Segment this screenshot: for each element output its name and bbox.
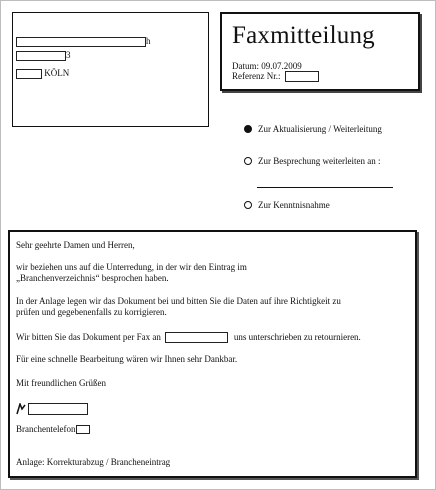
radio-selected-icon[interactable] — [244, 125, 252, 133]
signature-scribble-icon — [16, 403, 26, 415]
paragraph-4: Für eine schnelle Bearbeitung wären wir Ihnen sehr Dankbar. — [16, 354, 238, 364]
attachment-note: Anlage: Korrekturabzug / Brancheneintrag — [16, 457, 171, 467]
address-line-3 — [16, 68, 69, 79]
address-line-1: h — [16, 36, 151, 47]
option-update-forward[interactable]: Zur Aktualisierung / Weiterleitung — [244, 124, 382, 134]
redacted-fax-number — [165, 332, 228, 343]
radio-empty-icon[interactable] — [244, 201, 252, 209]
forward-to-line — [257, 187, 393, 188]
address-city: KÖLN — [44, 68, 70, 78]
address-line-2: 3 — [16, 50, 71, 61]
paragraph-2-line-2: prüfen und gegebenenfalls zu korrigieren. — [16, 307, 167, 317]
option-for-information[interactable]: Zur Kenntnisnahme — [244, 200, 330, 210]
reference-field[interactable] — [285, 71, 319, 82]
redacted-signature — [28, 403, 88, 415]
signature — [16, 403, 88, 415]
redacted-street — [16, 51, 66, 61]
paragraph-2-line-1: In der Anlage legen wir das Dokument bei und bitten Sie die Daten auf ihre Richtigkeit zu — [16, 296, 341, 306]
fax-title: Faxmitteilung — [232, 22, 375, 49]
salutation: Sehr geehrte Damen und Herren, — [16, 240, 135, 250]
paragraph-3: Wir bitten Sie das Dokument per Fax an uns unterschrieben zu retournieren. — [16, 332, 361, 342]
redacted-zip — [16, 69, 42, 79]
redacted-name — [16, 37, 146, 47]
company-name: Branchentelefon — [16, 424, 90, 435]
address-box — [12, 12, 209, 127]
paragraph-1-line-1: wir beziehen uns auf die Unterredung, in der wir den Eintrag im — [16, 262, 247, 272]
radio-empty-icon[interactable] — [244, 157, 252, 165]
fax-reference: Referenz Nr.: — [232, 71, 319, 82]
closing: Mit freundlichen Grüßen — [16, 378, 106, 388]
letter-body — [8, 230, 417, 478]
redacted-company-suffix — [76, 425, 90, 434]
fax-header-box — [220, 12, 420, 91]
option-discuss-forward[interactable]: Zur Besprechung weiterleiten an : — [244, 156, 380, 166]
fax-date: Datum: 09.07.2009 — [232, 61, 302, 71]
paragraph-1-line-2: „Branchenverzeichnis“ besprochen haben. — [16, 273, 169, 283]
fax-date-value: 09.07.2009 — [261, 61, 302, 71]
